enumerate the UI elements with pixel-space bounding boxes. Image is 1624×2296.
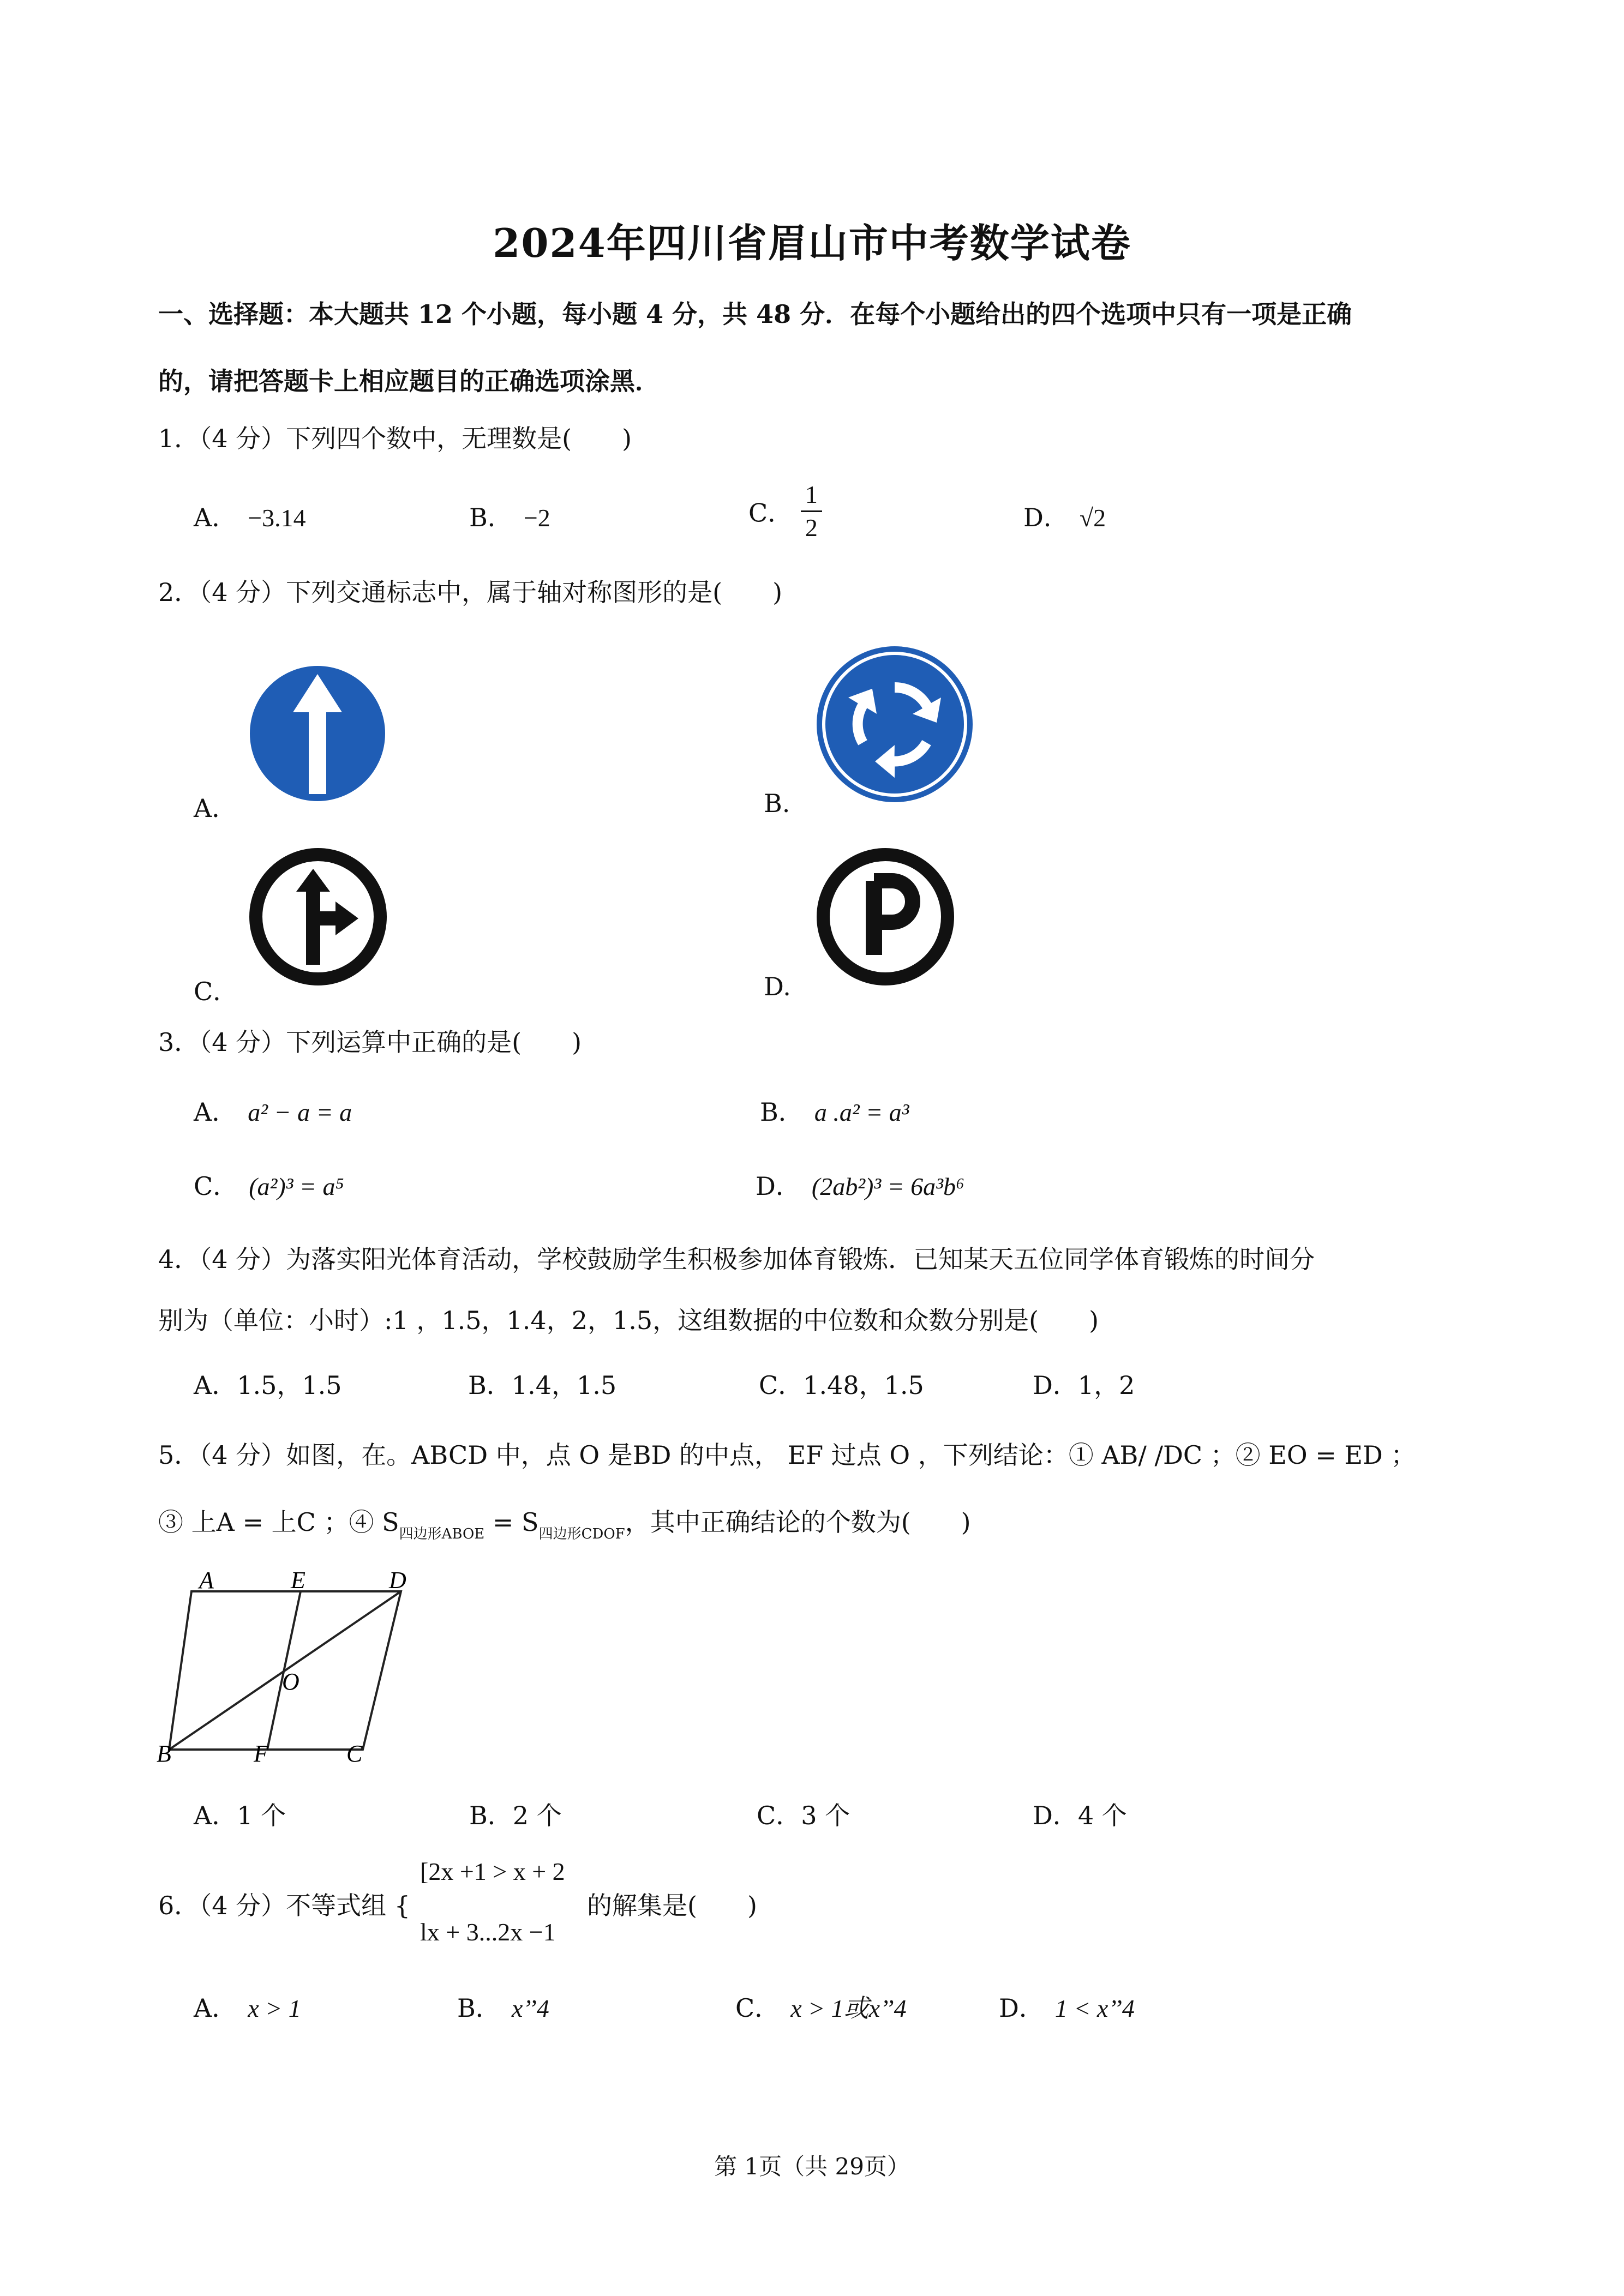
q4-option-c: C．1.48，1.5	[759, 1371, 924, 1400]
q4-option-d: D．1，2	[1033, 1371, 1135, 1400]
q6-inequality-2: lx + 3...2x −1	[420, 1918, 556, 1946]
q5-option-c: C．3 个	[757, 1801, 850, 1830]
q3-option-c: C． (a²)³ = a⁵	[194, 1171, 344, 1201]
fraction-one-half: $\frac{1}{2}$	[801, 479, 822, 544]
section-header-line2: 的，请把答题卡上相应题目的正确选项涂黑．	[158, 366, 660, 396]
page-footer: 第 1页（共 29页）	[714, 2153, 910, 2180]
question-5-stem-line2: ③ 上A = 上C ；④ $S_{四边形ABOE} = S_{四边形CDOF}$，其中正确结论的个数为( )	[158, 1507, 971, 1542]
q1-option-a: A． −3.14	[194, 503, 306, 532]
q3-option-b: B． a .a² = a³	[760, 1097, 909, 1127]
q5-option-d: D．4 个	[1033, 1801, 1127, 1830]
label-a: A	[199, 1571, 214, 1594]
q1-option-b: B． −2	[469, 503, 550, 532]
label-b: B	[157, 1740, 171, 1764]
roundabout-sign-icon	[816, 645, 974, 803]
page-title: 2024年四川省眉山市中考数学试卷	[493, 220, 1131, 266]
q6-option-c: C． x > 1或x’’4	[735, 1993, 907, 2023]
q4-option-a: A．1.5，1.5	[194, 1371, 342, 1400]
q1-option-d: D． √2	[1023, 503, 1106, 532]
straight-or-right-turn-sign-icon	[248, 847, 388, 987]
q6-option-d: D． 1 < x’’4	[999, 1993, 1135, 2023]
question-6-stem-b: 的解集是( )	[587, 1891, 757, 1920]
question-2-stem: 2．（4 分）下列交通标志中，属于轴对称图形的是( )	[158, 578, 783, 607]
label-f: F	[254, 1740, 268, 1764]
section-header-line1: 一、选择题：本大题共 12 个小题，每小题 4 分，共 48 分．在每个小题给出的四个选项中只有一项是正确	[158, 299, 1352, 329]
q2-option-b-label: B.	[764, 789, 790, 818]
q3-option-a: A． a² − a = a	[194, 1097, 352, 1127]
q5-option-a: A．1 个	[194, 1801, 286, 1830]
q6-option-b: B． x’’4	[457, 1993, 549, 2023]
straight-arrow-sign-icon	[248, 664, 387, 803]
q2-option-c-label: C．	[194, 977, 238, 1006]
q6-inequality-1: [2x +1 > x + 2	[420, 1858, 565, 1885]
parking-sign-icon	[816, 847, 955, 987]
parallelogram-figure	[155, 1571, 417, 1764]
q5-option-b: B．2 个	[469, 1801, 562, 1830]
label-d: D	[389, 1571, 406, 1594]
question-6-stem-a: 6．（4 分）不等式组 {	[158, 1891, 411, 1920]
q6-option-a: A． x > 1	[194, 1993, 301, 2023]
q3-option-d: D． (2ab²)³ = 6a³b⁶	[756, 1171, 964, 1201]
q2-option-d-label: D.	[764, 972, 791, 1001]
q2-option-a-label: A．	[194, 794, 237, 823]
label-o: O	[282, 1668, 299, 1695]
q4-option-b: B．1.4，1.5	[468, 1371, 617, 1400]
question-4-stem-line1: 4．（4 分）为落实阳光体育活动，学校鼓励学生积极参加体育锻炼．已知某天五位同学体育锻炼的时间分	[158, 1245, 1315, 1274]
q1-option-c: C． $\frac{1}{2}$	[748, 479, 822, 544]
question-4-stem-line2: 别为（单位：小时）:1 ，1.5，1.4，2，1.5，这组数据的中位数和众数分别是( )	[158, 1306, 1099, 1335]
label-e: E	[291, 1571, 305, 1594]
label-c: C	[346, 1740, 363, 1764]
question-3-stem: 3．（4 分）下列运算中正确的是( )	[158, 1027, 582, 1057]
question-1-stem: 1．（4 分）下列四个数中，无理数是( )	[158, 424, 632, 453]
question-5-stem-line1: 5．（4 分）如图，在。ABCD 中，点 O 是BD 的中点， EF 过点 O ，下列结论：① AB/ /DC ；② EO = ED ；	[158, 1440, 1416, 1470]
